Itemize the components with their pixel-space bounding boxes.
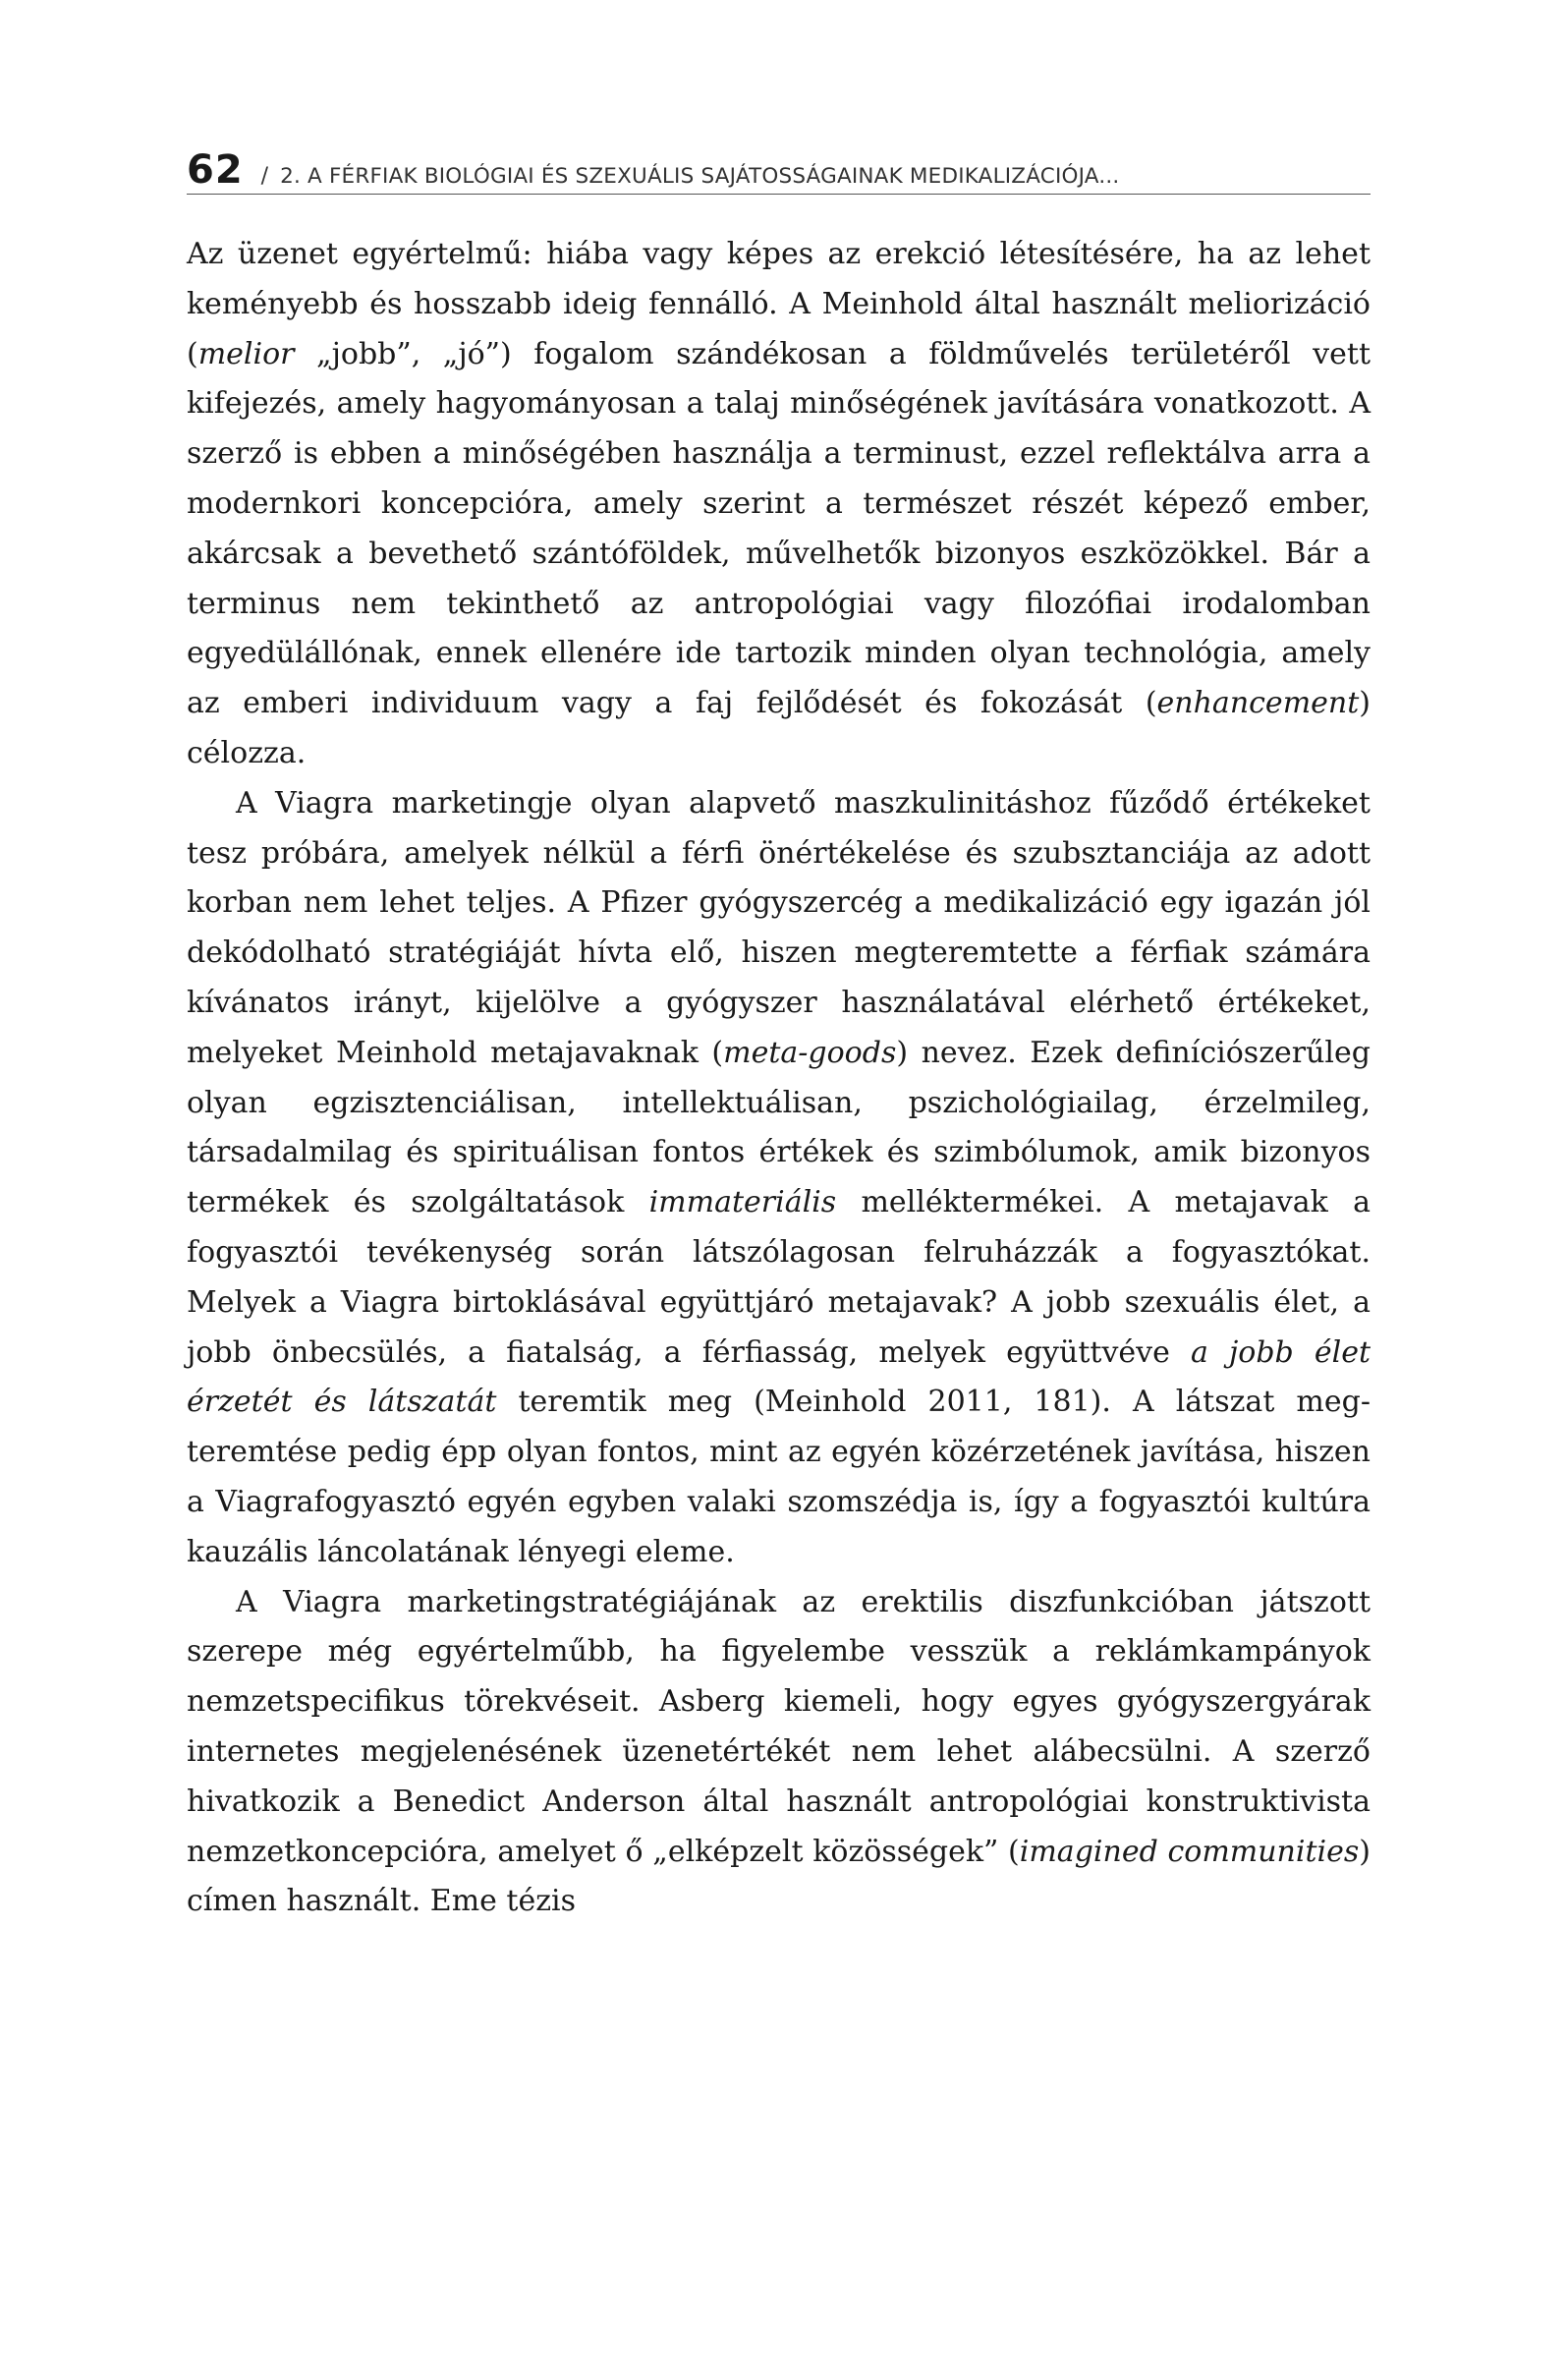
paragraph bbox=[187, 779, 1371, 1578]
italic-text: meta-goods bbox=[723, 1035, 897, 1070]
running-header bbox=[187, 147, 1371, 195]
paragraph bbox=[187, 230, 1371, 779]
chapter-title: 2. A FÉRFIAK BIOLÓGIAI ÉS SZEXUÁLIS SAJÁTOSSÁGAINAK MEDIKALIZÁCIÓJA... bbox=[280, 164, 1120, 189]
text-run: ) nevez. Ezek definíciószerűleg olyan egzisztenciálisan, intellektuálisan, pszichológiailag, érzelmileg, társadalmilag és spirituálisan fontos értékek és szimbólumok, amik bizonyos termékek és szolgáltatások bbox=[187, 1035, 1371, 1220]
text-run: melléktermékei. A metajavak a fogyasztói tevékenység során látszólagosan felruházzák a fogyasztókat. Melyek a Viagra birtoklásával együttjáró metajavak? A jobb szexuális élet, a jobb önbecsülés, a fiatalság, a férfiasság, melyek együttvéve bbox=[187, 1185, 1371, 1370]
text-run: ) címen használt. Eme tézis bbox=[187, 1834, 1371, 1919]
text-run: Az üzenet egyértelmű: hiába vagy képes az erekció létesítésére, ha az lehet keményebb és hosszabb ideig fennálló. A Meinhold által használt meliorizáció ( bbox=[187, 237, 1371, 371]
text-run: ) célozza. bbox=[187, 686, 1371, 770]
italic-text: enhancement bbox=[1156, 686, 1360, 721]
text-run: „jobb”, „jó”) fogalom szándékosan a földművelés területéről vett kifejezés, amely hagyományosan a talaj minőségének javítására vonatkozott. A szerző is ebben a minőségében használja a terminust, ezzel reflektálva arra a modernkori koncepcióra, amely szerint a természet részét képező ember, akárcsak a bevethető szántóföldek, művelhetők bizonyos eszközökkel. Bár a terminus nem tekinthető az antropológiai vagy filozófiai irodalomban egyedülállónak, ennek ellenére ide tartozik minden olyan technológia, amely az emberi individuum vagy a faj fejlődését és fokozását ( bbox=[187, 336, 1371, 721]
page-number: 62 bbox=[187, 147, 244, 193]
text-run: A Viagra marketingje olyan alapvető maszkulinitáshoz fűződő értékeket tesz próbára, amelyek nélkül a férfi önértékelése és szubsztanciája az adott korban nem lehet teljes. A Pfizer gyógyszercég a medikalizáció egy igazán jól dekódolható stratégiáját hívta elő, hiszen megteremtette a férfiak számára kívánatos irányt, kijelölve a gyógyszer használatával elérhető értékeket, melyeket Meinhold metajavaknak ( bbox=[187, 785, 1371, 1070]
italic-text: imagined communities bbox=[1019, 1834, 1360, 1869]
italic-text: melior bbox=[197, 336, 295, 371]
italic-text: a jobb élet érzetét és látszatát bbox=[187, 1334, 1371, 1420]
text-run: A Viagra marketingstratégiájának az erektilis diszfunkcióban játszott szerepe még egyértelműbb, ha figyelembe vesszük a reklámkampányok nemzetspecifikus törekvéseit. Asberg kiemeli, hogy egyes gyógyszergyárak internetes megjelenésének üzenetértékét nem lehet alábecsülni. A szerző hivatkozik a Benedict Anderson által használt antropológiai konstruktivista nemzetkoncepcióra, amelyet ő „elképzelt közösségek” ( bbox=[187, 1584, 1371, 1869]
italic-text: immateriális bbox=[648, 1185, 837, 1220]
book-page bbox=[187, 147, 1371, 1927]
header-separator: / bbox=[260, 164, 269, 189]
paragraph bbox=[187, 1578, 1371, 1928]
text-run: teremtik meg (Meinhold 2011, 181). A látszat megteremtése pedig épp olyan fontos, mint az egyén közérzetének javítása, hiszen a Viagrafogyasztó egyén egyben valaki szomszédja is, így a fogyasztói kultúra kauzális láncolatának lényegi eleme. bbox=[187, 1385, 1371, 1569]
body-text bbox=[187, 230, 1371, 1927]
